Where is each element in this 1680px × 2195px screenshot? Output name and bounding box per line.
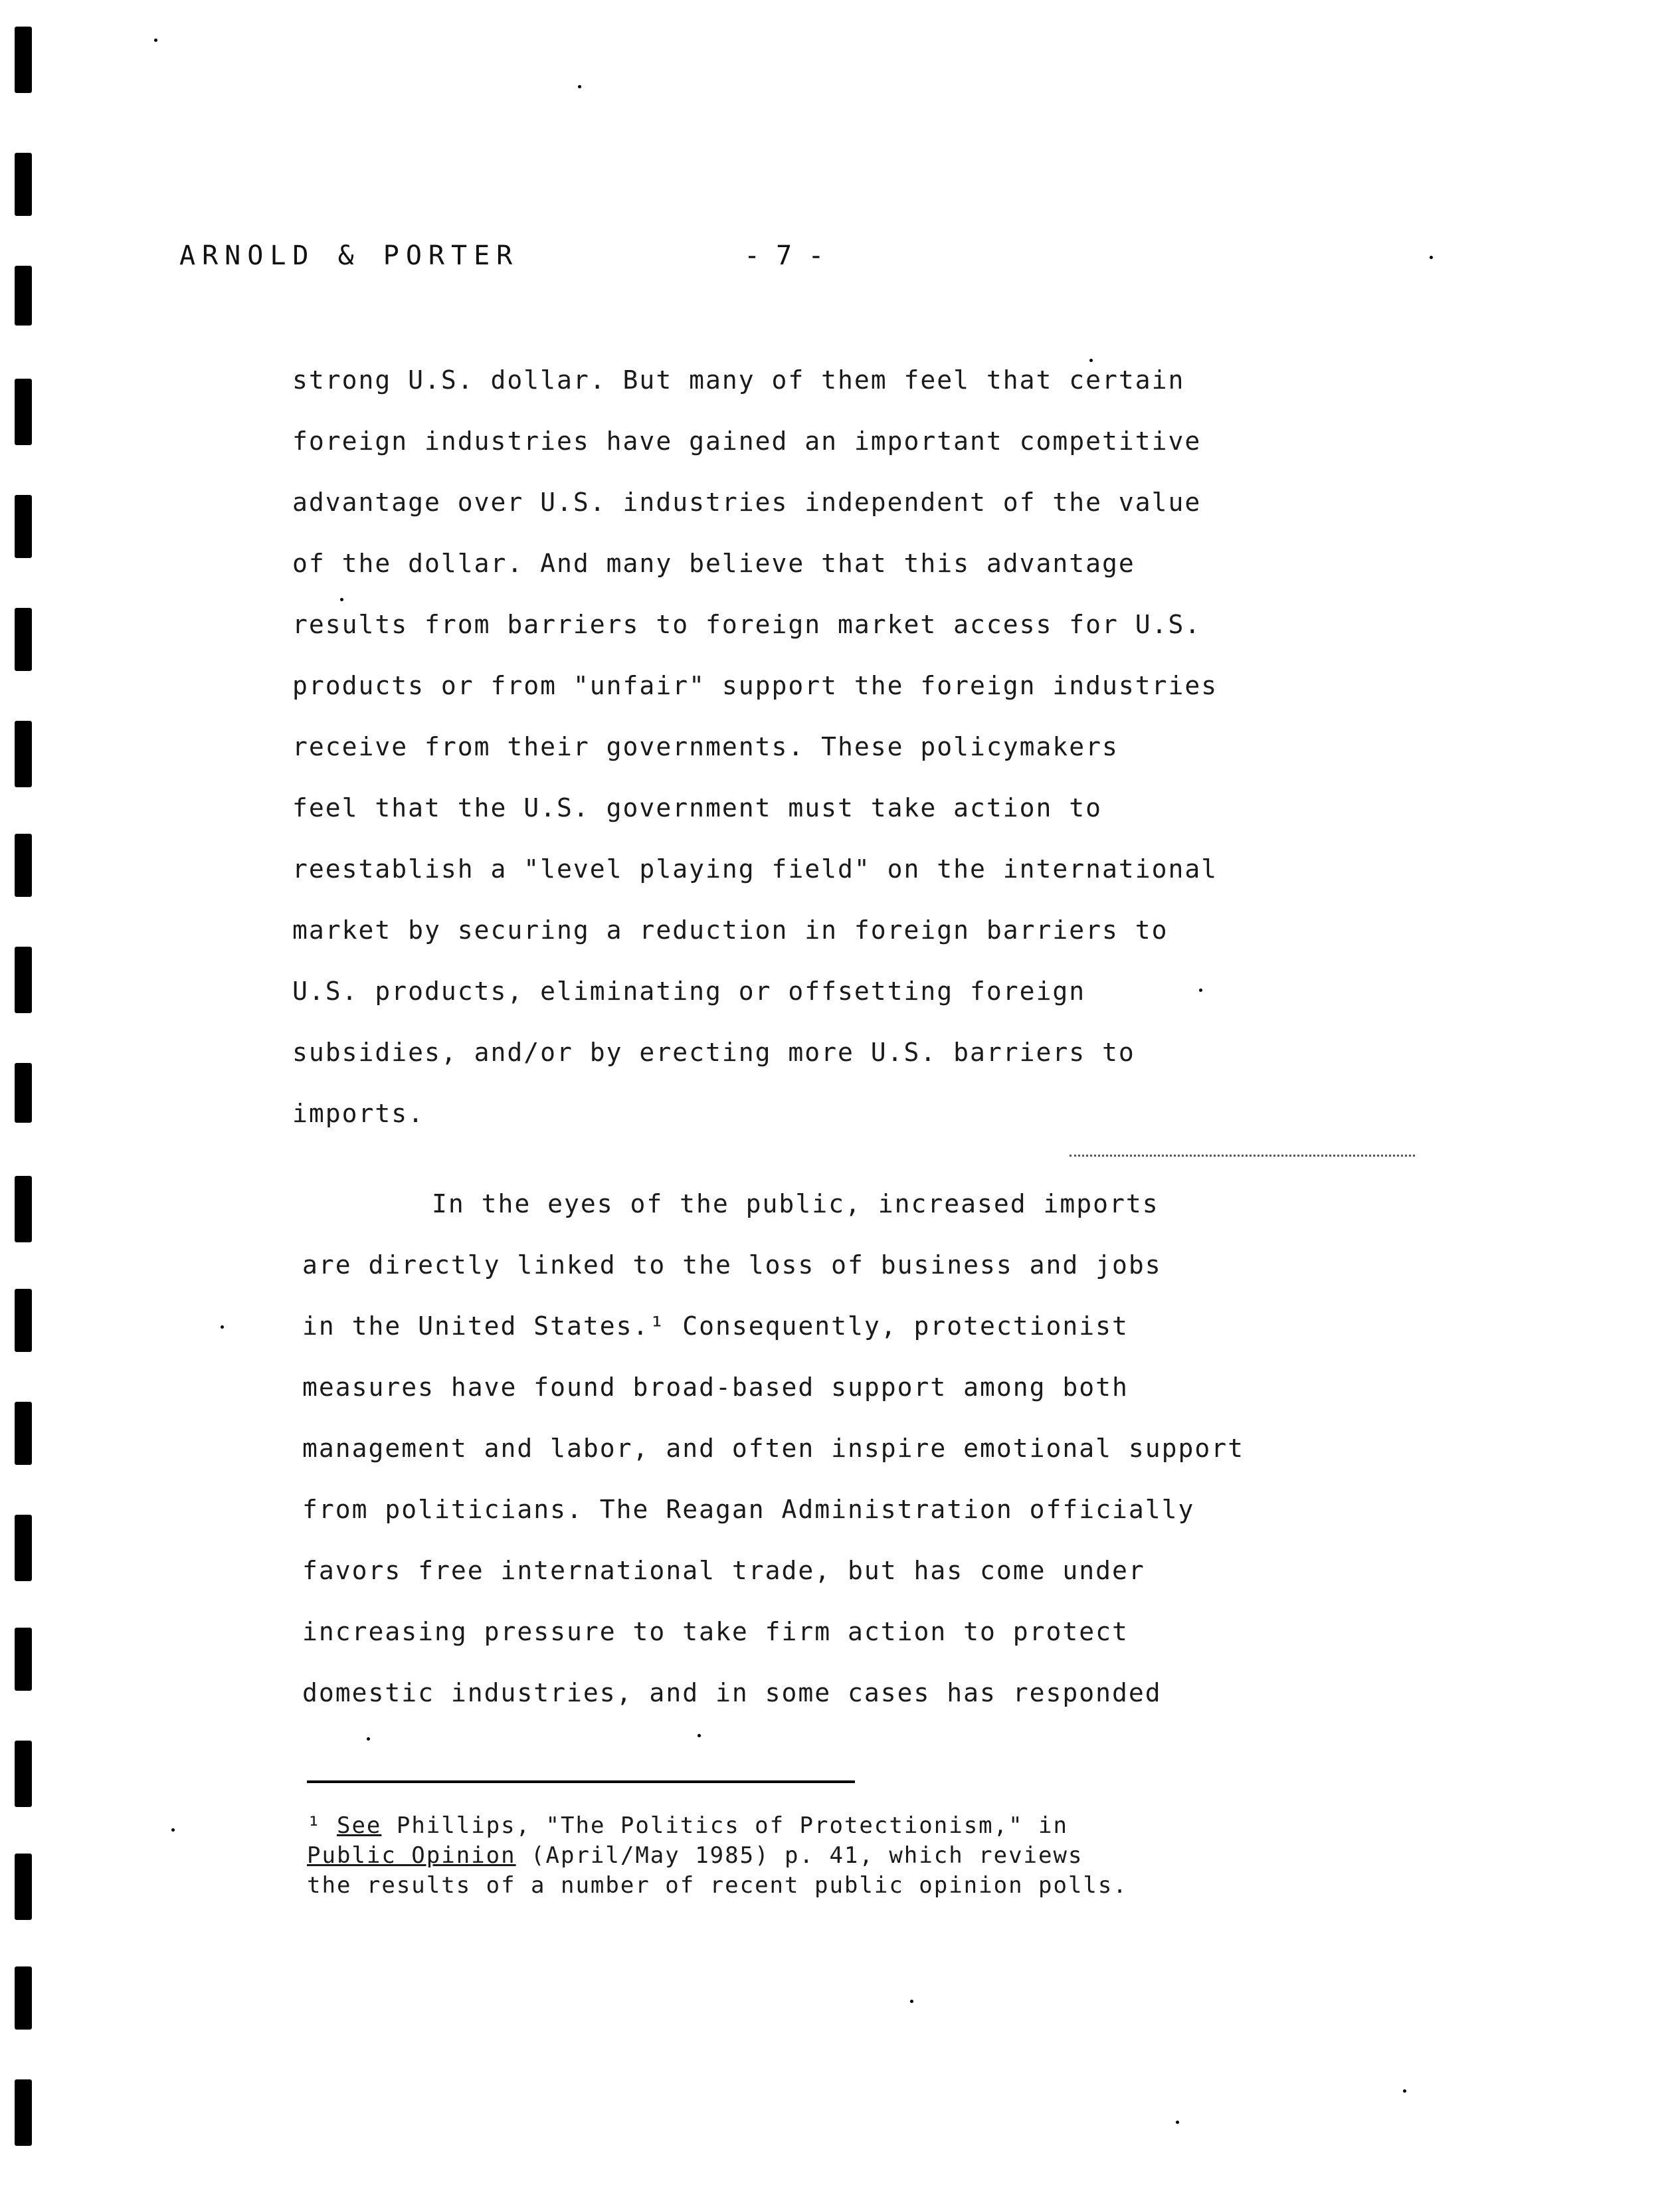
body-line: receive from their governments. These policymakers xyxy=(292,732,1119,761)
scan-speck xyxy=(698,1734,701,1737)
footnote-line xyxy=(307,1812,1068,1839)
binder-mark xyxy=(15,27,32,93)
binder-mark xyxy=(15,721,32,787)
footnote-source: Public Opinion xyxy=(307,1842,516,1869)
footnote-rule xyxy=(307,1780,855,1783)
binder-mark xyxy=(15,153,32,216)
body-line: are directly linked to the loss of business and jobs xyxy=(302,1250,1162,1280)
firm-name-header: ARNOLD & PORTER xyxy=(179,240,519,271)
body-line: results from barriers to foreign market access for U.S. xyxy=(292,610,1202,639)
body-line: measures have found broad-based support among both xyxy=(302,1373,1129,1402)
body-line: from politicians. The Reagan Administration officially xyxy=(302,1495,1195,1524)
body-line: feel that the U.S. government must take action to xyxy=(292,793,1103,822)
binder-mark xyxy=(15,1628,32,1691)
page-number: - 7 - xyxy=(744,240,824,271)
binder-mark xyxy=(15,266,32,326)
body-line: increasing pressure to take firm action to protect xyxy=(302,1617,1129,1646)
body-line: of the dollar. And many believe that this advantage xyxy=(292,549,1135,578)
body-line: In the eyes of the public, increased imports xyxy=(432,1189,1159,1218)
scan-speck xyxy=(340,598,343,601)
footnote-text: Phillips, "The Politics of Protectionism," in xyxy=(381,1812,1068,1839)
body-line: reestablish a "level playing field" on the international xyxy=(292,854,1218,884)
scan-artifact-rule xyxy=(1070,1155,1415,1157)
footnote-marker: ¹ xyxy=(307,1812,322,1839)
footnote-text: (April/May 1985) p. 41, which reviews xyxy=(515,1842,1083,1869)
body-line: subsidies, and/or by erecting more U.S. barriers to xyxy=(292,1038,1135,1067)
binder-mark xyxy=(15,1741,32,1807)
binder-mark xyxy=(15,1966,32,2030)
footnote-line xyxy=(307,1842,1083,1869)
binder-mark xyxy=(15,495,32,558)
binder-mark xyxy=(15,834,32,897)
scan-speck xyxy=(1089,359,1093,362)
scan-speck xyxy=(578,85,581,88)
body-line: management and labor, and often inspire emotional support xyxy=(302,1434,1245,1463)
body-line: favors free international trade, but has come under xyxy=(302,1556,1145,1585)
scan-speck xyxy=(221,1325,224,1329)
binder-mark xyxy=(15,1289,32,1352)
binder-mark xyxy=(15,1854,32,1920)
body-line: domestic industries, and in some cases has responded xyxy=(302,1678,1162,1707)
body-line: market by securing a reduction in foreign barriers to xyxy=(292,915,1168,945)
body-line: U.S. products, eliminating or offsetting foreign xyxy=(292,977,1086,1006)
body-line: foreign industries have gained an important competitive xyxy=(292,427,1202,456)
body-line: imports. xyxy=(292,1099,425,1128)
body-line: strong U.S. dollar. But many of them feel that certain xyxy=(292,365,1185,395)
binder-mark xyxy=(15,608,32,671)
scan-speck xyxy=(1430,256,1433,259)
scan-speck xyxy=(1403,2089,1406,2093)
binder-mark xyxy=(15,1402,32,1465)
body-line: advantage over U.S. industries independent of the value xyxy=(292,488,1202,517)
body-line: products or from "unfair" support the foreign industries xyxy=(292,671,1218,700)
binder-mark xyxy=(15,1515,32,1581)
binder-mark xyxy=(15,379,32,445)
scan-speck xyxy=(1199,989,1202,992)
scan-speck xyxy=(1176,2121,1179,2124)
binder-mark xyxy=(15,2079,32,2146)
scan-speck xyxy=(367,1737,370,1741)
binder-mark xyxy=(15,1176,32,1242)
binder-mark xyxy=(15,947,32,1013)
body-line: in the United States.¹ Consequently, protectionist xyxy=(302,1311,1129,1341)
binder-mark xyxy=(15,1063,32,1123)
scan-speck xyxy=(910,2000,913,2003)
scan-speck xyxy=(154,39,157,42)
footnote-see: See xyxy=(336,1812,382,1839)
footnote-line: the results of a number of recent public opinion polls. xyxy=(307,1872,1128,1899)
scan-speck xyxy=(171,1828,175,1832)
